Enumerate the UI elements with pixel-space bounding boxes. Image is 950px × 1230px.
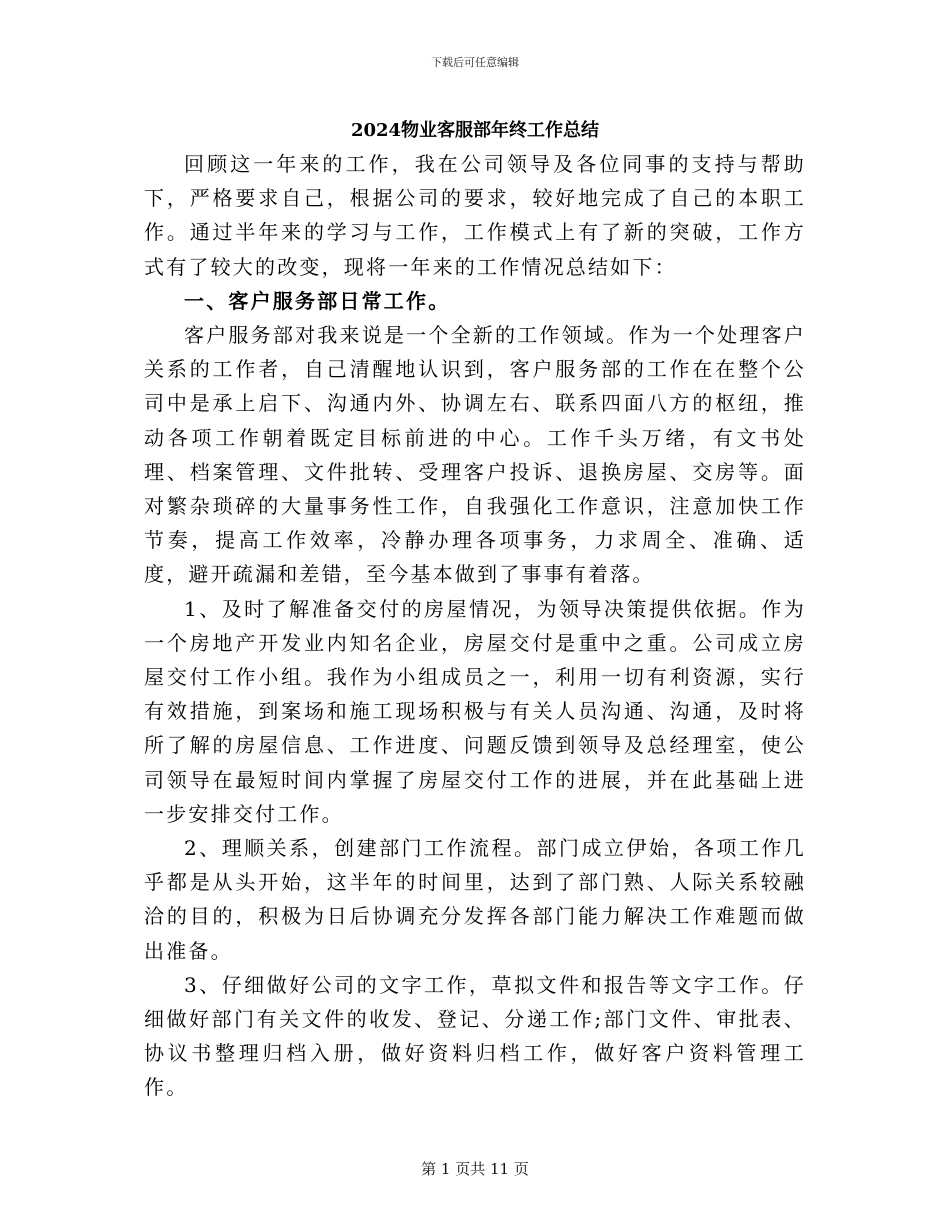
paragraph-customer-service: 客户服务部对我来说是一个全新的工作领域。作为一个处理客户关系的工作者，自己清醒地认识到，客户服务部的工作在在整个公司中是承上启下、沟通内外、协调左右、联系四面八方的枢纽，推动各项工作朝着既定目标前进的中心。工作千头万绪，有文书处理、档案管理、文件批转、受理客户投诉、退换房屋、交房等。面对繁杂琐碎的大量事务性工作，自我强化工作意识，注意加快工作节奏，提高工作效率，冷静办理各项事务，力求周全、准确、适度，避开疏漏和差错，至今基本做到了事事有着落。 bbox=[144, 323, 806, 587]
paragraph-item-2: 2、理顺关系，创建部门工作流程。部门成立伊始，各项工作几乎都是从头开始，这半年的时间里，达到了部门熟、人际关系较融洽的目的，积极为日后协调充分发挥各部门能力解决工作难题而做出准备。 bbox=[144, 836, 806, 963]
page-number-footer: 第 1 页共 11 页 bbox=[421, 1160, 529, 1178]
document-body bbox=[144, 147, 806, 1105]
page-header-note: 下载后可任意编辑 bbox=[431, 56, 519, 69]
paragraph-intro: 回顾这一年来的工作，我在公司领导及各位同事的支持与帮助下，严格要求自己，根据公司的要求，较好地完成了自己的本职工作。通过半年来的学习与工作，工作模式上有了新的突破，工作方式有了较大的改变，现将一年来的工作情况总结如下： bbox=[144, 152, 806, 279]
document-title: 2024物业客服部年终工作总结 bbox=[350, 120, 600, 141]
section-heading-customer-service: 一、客户服务部日常工作。 bbox=[184, 288, 451, 313]
paragraph-item-3: 3、仔细做好公司的文字工作，草拟文件和报告等文字工作。仔细做好部门有关文件的收发、登记、分递工作;部门文件、审批表、协议书整理归档入册，做好资料归档工作，做好客户资料管理工作。 bbox=[144, 972, 806, 1100]
paragraph-item-1: 1、及时了解准备交付的房屋情况，为领导决策提供依据。作为一个房地产开发业内知名企业，房屋交付是重中之重。公司成立房屋交付工作小组。我作为小组成员之一，利用一切有利资源，实行有效措施，到案场和施工现场积极与有关人员沟通、沟通，及时将所了解的房屋信息、工作进度、问题反馈到领导及总经理室，使公司领导在最短时间内掌握了房屋交付工作的进展，并在此基础上进一步安排交付工作。 bbox=[144, 596, 806, 826]
